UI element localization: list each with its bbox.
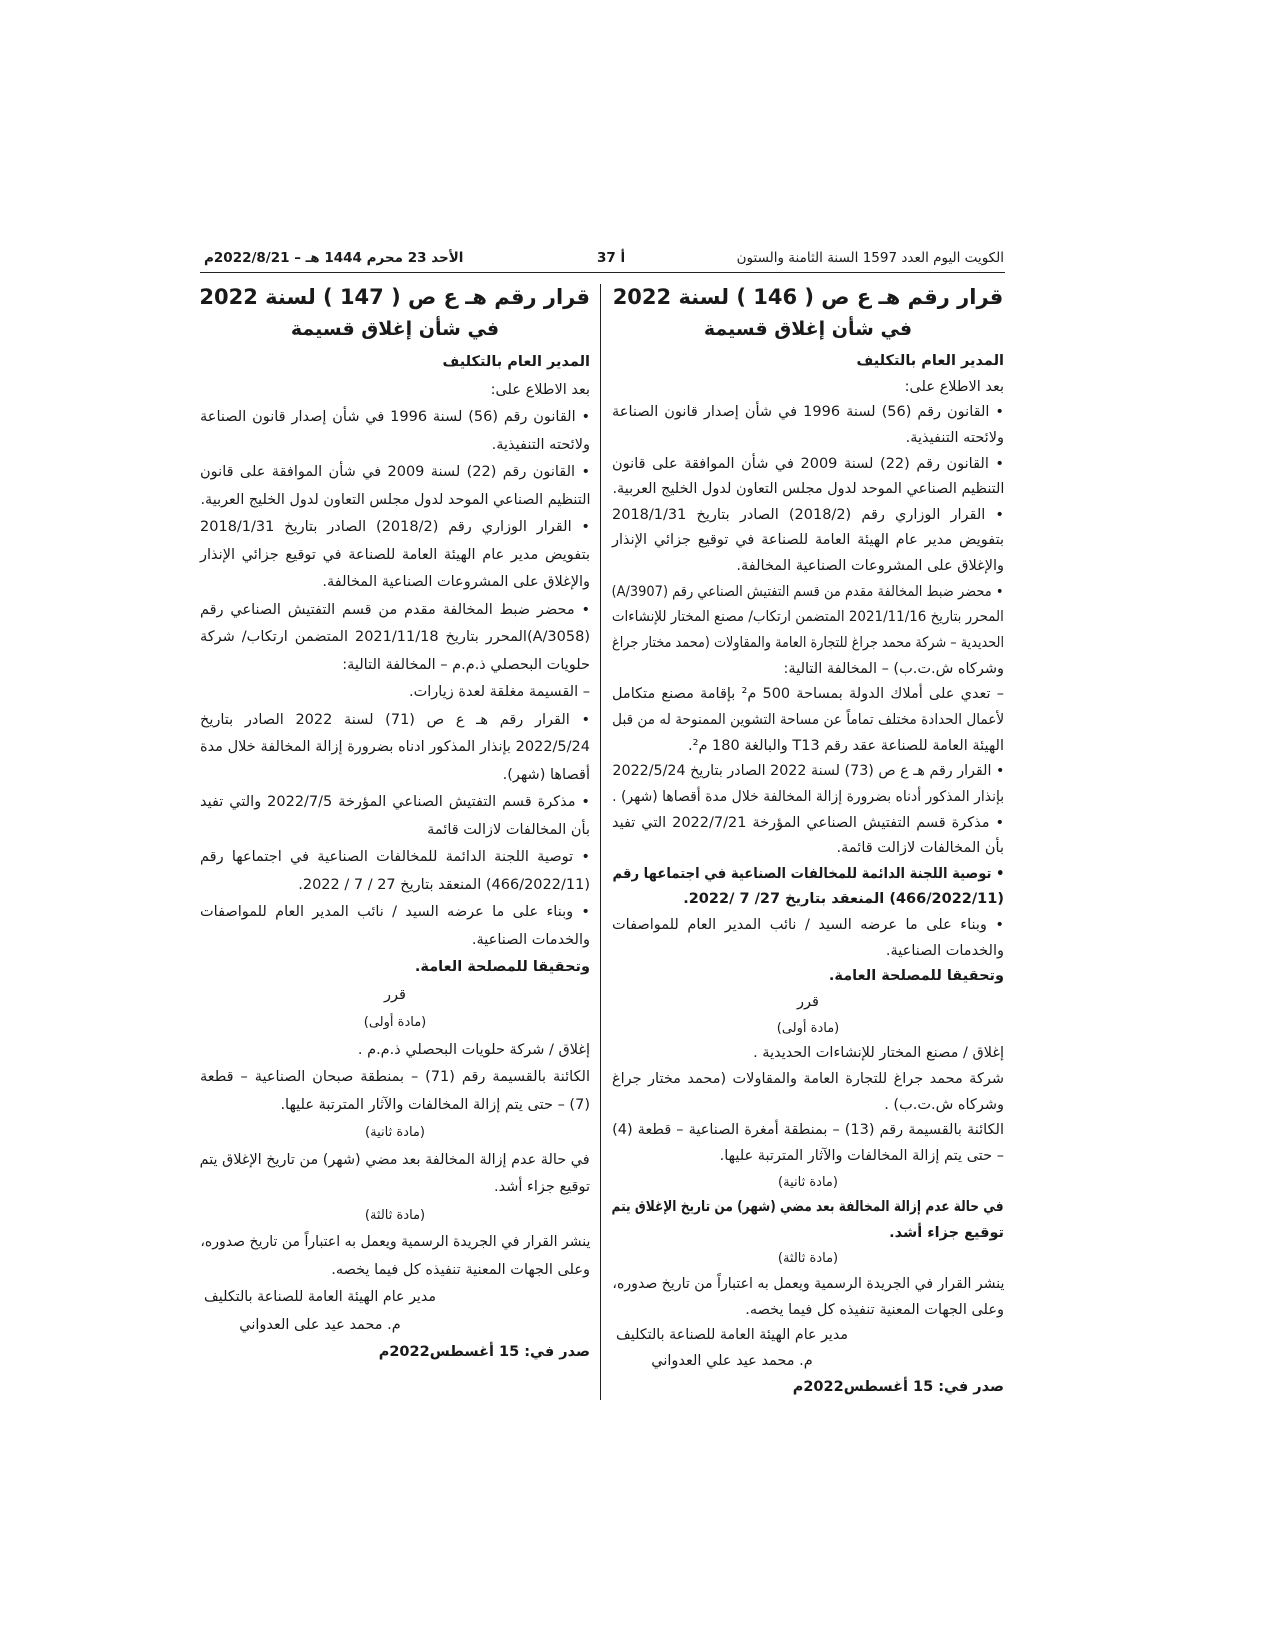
text-line [204, 1312, 436, 1340]
text-line [612, 887, 1004, 913]
text-line [612, 349, 1004, 375]
text-line [200, 927, 590, 955]
bullet-item [612, 862, 1004, 913]
text-line [200, 762, 590, 790]
line-text: بتفويض مدير عام الهيئة العامة للصناعة في توقيع جزائي الإنذار [200, 546, 590, 563]
text-line [200, 844, 590, 872]
text-line [200, 1119, 590, 1147]
line-text: – القسيمة مغلقة لعدة زيارات. [409, 684, 590, 700]
text-line [612, 862, 1004, 888]
line-text: (466/2022/11) المنعقد بتاريخ 27 / 7 / 2022. [298, 876, 590, 893]
line-text: • وبناء على ما عرضه السيد / نائب المدير العام للمواصفات [200, 904, 590, 920]
text-line [612, 605, 1004, 631]
article-text [612, 1067, 1004, 1118]
text-line [612, 939, 1004, 965]
text-line [612, 964, 1004, 990]
bullet-item [200, 789, 590, 844]
text-line [612, 400, 1004, 426]
text-line [612, 1118, 1004, 1144]
text-line [200, 349, 590, 377]
bullet-item [612, 913, 1004, 964]
bullet-item [612, 400, 1004, 451]
line-text: بعد الاطلاع على: [490, 381, 590, 398]
text-line [612, 657, 1004, 683]
text-line [200, 789, 590, 817]
page-number: أ 37 [597, 250, 626, 266]
line-text: التنظيم الصناعي الموحد لدول مجلس التعاون لدول الخليج العربية. [200, 491, 590, 508]
text-line [200, 459, 590, 487]
text-line [200, 432, 590, 460]
text-line [200, 1147, 590, 1175]
text-line [612, 477, 1004, 503]
line-text: وتحقيقا للمصلحة العامة. [414, 959, 590, 975]
line-text: وشركاه ش.ت.ب) – المخالفة التالية: [783, 660, 1004, 677]
article-heading [200, 1009, 590, 1037]
line-text: إغلاق / مصنع المختار للإنشاءات الحديدية . [753, 1045, 1004, 1062]
article-heading [612, 1016, 1004, 1042]
text-line [200, 624, 590, 652]
article-text [612, 1195, 1004, 1246]
line-text: حلويات البحصلي ذ.م.م – المخالفة التالية: [342, 656, 590, 673]
line-text: بإنذار المذكور أدناه بضرورة إزالة المخالفة خلال مدة أقصاها (شهر) . [612, 788, 1004, 805]
gazette-issue-info: الكويت اليوم العدد 1597 السنة الثامنة والستون [736, 250, 1004, 266]
text-line [200, 542, 590, 570]
line-text: وعلى الجهات المعنية تنفيذه كل فيما يخصه. [745, 1301, 1004, 1318]
text-line [612, 785, 1004, 811]
text-line [200, 377, 590, 405]
article-text [612, 1118, 1004, 1169]
line-text: (مادة ثانية) [365, 1125, 425, 1140]
line-text: (7) – حتى يتم إزالة المخالفات والآثار المترتبة عليها. [280, 1096, 590, 1113]
line-text: • محضر ضبط المخالفة مقدم من قسم التفتيش الصناعي رقم (A/3907) [612, 583, 1004, 600]
text-line [200, 487, 590, 515]
bullet-item [200, 404, 590, 459]
decision-title: قرار رقم هـ ع ص ( 147 ) لسنة 2022 [199, 285, 590, 309]
issuer-heading [612, 349, 1004, 375]
bullet-item [200, 514, 590, 597]
line-text: الكائنة بالقسيمة رقم (71) – بمنطقة صبحان الصناعية – قطعة [200, 1069, 590, 1085]
decision-body [612, 349, 1004, 1400]
violation-item [612, 682, 1004, 759]
text-line [612, 1170, 1004, 1196]
line-text: المحرر بتاريخ 2021/11/16 المتضمن ارتكاب/ مصنع المختار للإنشاءات [611, 609, 1004, 626]
line-text: • محضر ضبط المخالفة مقدم من قسم التفتيش الصناعي رقم [199, 601, 590, 618]
line-text: – حتى يتم إزالة المخالفات والآثار المترتبة عليها. [719, 1147, 1004, 1164]
text-line [612, 580, 1004, 606]
line-text: (مادة أولى) [363, 1015, 427, 1030]
line-text: • مذكرة قسم التفتيش الصناعي المؤرخة 2022/7/21 التي تفيد [611, 814, 1004, 831]
line-text: بتفويض مدير عام الهيئة العامة للصناعة في توقيع جزائي الإنذار [612, 532, 1004, 549]
line-text: صدر في: 15 أغسطس2022م [378, 1344, 590, 1360]
text-line [200, 817, 590, 845]
text-line [612, 503, 1004, 529]
line-text: (مادة ثانية) [778, 1174, 838, 1190]
text-line [612, 1195, 1004, 1221]
article-heading [612, 1246, 1004, 1272]
issue-date-line [612, 1375, 1004, 1401]
text-line [612, 811, 1004, 837]
line-text: – تعدي على أملاك الدولة بمساحة 500 م² بإقامة مصنع متكامل [611, 686, 1004, 703]
line-text: • القانون رقم (56) لسنة 1996 في شأن إصدار قانون الصناعة [612, 404, 1004, 421]
text-line [200, 1009, 590, 1037]
line-text: قرر [384, 986, 406, 1003]
line-text: الحديدية – شركة محمد جراغ للتجارة العامة والمقاولات (محمد مختار جراغ [612, 635, 1004, 652]
text-line [616, 1323, 848, 1349]
line-text: مدير عام الهيئة العامة للصناعة بالتكليف [615, 1327, 848, 1344]
article-text [200, 1147, 590, 1202]
text-line [200, 569, 590, 597]
issue-date-line [200, 1339, 590, 1367]
bullet-item [612, 580, 1004, 683]
line-text: وشركاه ش.ت.ب) . [884, 1096, 1004, 1113]
text-line [612, 836, 1004, 862]
text-line [200, 1037, 590, 1065]
decision-subject: في شأن إغلاق قسيمة [290, 318, 500, 340]
line-text: (مادة ثالثة) [777, 1251, 839, 1267]
line-text: 2022/5/24 بإنذار المذكور ادناه بضرورة إزالة المخالفة خلال مدة [199, 739, 590, 755]
line-text: م. محمد عيد علي العدواني [651, 1352, 813, 1369]
header-rule [200, 272, 1005, 273]
decree-word [200, 982, 590, 1010]
article-heading [200, 1119, 590, 1147]
line-text: ولائحته التنفيذية. [491, 436, 590, 453]
line-text: في حالة عدم إزالة المخالفة بعد مضي (شهر) من تاريخ الإغلاق يتم [199, 1151, 590, 1168]
text-line [200, 1202, 590, 1230]
decision-subject: في شأن إغلاق قسيمة [703, 318, 913, 340]
bullet-item [612, 759, 1004, 810]
text-line [612, 631, 1004, 657]
line-text: توقيع جزاء أشد. [494, 1179, 590, 1195]
text-line [200, 404, 590, 432]
text-line [612, 452, 1004, 478]
article-text [612, 1272, 1004, 1323]
line-text: • القرار رقم هـ ع ص (73) لسنة 2022 الصادر بتاريخ 2022/5/24 [612, 763, 1004, 780]
line-text: (مادة أولى) [776, 1020, 840, 1036]
text-line [612, 1272, 1004, 1298]
bullet-item [200, 844, 590, 899]
line-text: وتحقيقا للمصلحة العامة. [828, 968, 1004, 985]
line-text: ولائحته التنفيذية. [905, 429, 1004, 446]
preamble-text [200, 954, 590, 982]
line-text: • القانون رقم (22) لسنة 2009 في شأن الموافقة على قانون [612, 455, 1004, 472]
bullet-item [200, 597, 590, 680]
line-text: م. محمد عيد على العدواني [239, 1316, 401, 1333]
text-line [200, 872, 590, 900]
article-text [200, 1229, 590, 1284]
article-heading [612, 1170, 1004, 1196]
bullet-item [200, 459, 590, 514]
text-line [200, 1174, 590, 1202]
line-text: وعلى الجهات المعنية تنفيذه كل فيما يخصه. [331, 1261, 590, 1278]
text-line [200, 954, 590, 982]
text-line [612, 528, 1004, 554]
article-text [200, 1064, 590, 1119]
text-line [200, 679, 590, 707]
line-text: المدير العام بالتكليف [442, 354, 590, 370]
text-line [612, 759, 1004, 785]
line-text: • القرار الوزاري رقم (2018/2) الصادر بتاريخ 2018/1/31 [612, 506, 1004, 523]
line-text: قرر [797, 994, 819, 1011]
text-line [612, 1067, 1004, 1093]
text-line [200, 514, 590, 542]
article-text [200, 1037, 590, 1065]
line-text: • توصية اللجنة الدائمة للمخالفات الصناعية في اجتماعها رقم [611, 865, 1004, 882]
text-line [612, 734, 1004, 760]
line-text: لأعمال الحدادة مختلف تماماً عن مساحة التشوين الممنوحة له من قبل [611, 711, 1004, 728]
line-text: • القرار رقم هـ ع ص (71) لسنة 2022 الصادر بتاريخ [199, 711, 590, 728]
text-line [200, 1257, 590, 1285]
text-line [200, 707, 590, 735]
text-line [200, 597, 590, 625]
line-text: شركة محمد جراغ للتجارة العامة والمقاولات (محمد مختار جراغ [611, 1070, 1004, 1087]
text-line [200, 899, 590, 927]
line-text: بعد الاطلاع على: [904, 378, 1004, 395]
text-line [204, 1284, 436, 1312]
text-line [612, 1016, 1004, 1042]
article-text [612, 1041, 1004, 1067]
signature-block [616, 1323, 848, 1374]
preamble-text [200, 377, 590, 405]
line-text: في حالة عدم إزالة المخالفة بعد مضي (شهر) من تاريخ الإغلاق يتم [611, 1199, 1004, 1216]
text-line [200, 734, 590, 762]
line-text: بأن المخالفات لازالت قائمة. [836, 840, 1004, 857]
text-line [200, 1229, 590, 1257]
issue-date: الأحد 23 محرم 1444 هـ – 2022/8/21م [204, 250, 464, 266]
line-text: والإغلاق على المشروعات الصناعية المخالفة. [322, 574, 590, 590]
line-text: الهيئة العامة للصناعة عقد رقم T13 والبالغة 180 م². [688, 737, 1004, 754]
line-text: • توصية اللجنة الدائمة للمخالفات الصناعية في اجتماعها رقم [200, 849, 590, 865]
line-text: • القانون رقم (56) لسنة 1996 في شأن إصدار قانون الصناعة [200, 409, 590, 425]
line-text: ينشر القرار في الجريدة الرسمية ويعمل به اعتباراً من تاريخ صدوره، [612, 1276, 1004, 1293]
line-text: مدير عام الهيئة العامة للصناعة بالتكليف [203, 1289, 436, 1305]
line-text: إغلاق / شركة حلويات البحصلي ذ.م.م . [357, 1041, 590, 1058]
text-line [200, 982, 590, 1010]
text-line [200, 1339, 590, 1367]
decision-body [200, 349, 590, 1367]
text-line [612, 426, 1004, 452]
bullet-item [200, 899, 590, 954]
preamble-text [612, 375, 1004, 401]
signature-block [204, 1284, 436, 1339]
text-line [200, 1064, 590, 1092]
text-line [612, 1221, 1004, 1247]
text-line [200, 652, 590, 680]
bullet-item [612, 503, 1004, 580]
issuer-heading [200, 349, 590, 377]
line-text: • القرار الوزاري رقم (2018/2) الصادر بتاريخ 2018/1/31 [200, 519, 590, 535]
text-line [612, 1375, 1004, 1401]
text-line [612, 375, 1004, 401]
text-line [612, 1298, 1004, 1324]
text-line [616, 1349, 848, 1375]
line-text: والإغلاق على المشروعات الصناعية المخالفة. [736, 558, 1004, 575]
bullet-item [612, 811, 1004, 862]
bullet-item [200, 707, 590, 790]
decision-title: قرار رقم هـ ع ص ( 146 ) لسنة 2022 [612, 285, 1004, 309]
line-text: صدر في: 15 أغسطس2022م [792, 1378, 1004, 1395]
text-line [612, 990, 1004, 1016]
line-text: التنظيم الصناعي الموحد لدول مجلس التعاون لدول الخليج العربية. [612, 481, 1004, 498]
text-line [612, 554, 1004, 580]
column-divider [600, 284, 601, 1400]
line-text: • وبناء على ما عرضه السيد / نائب المدير العام للمواصفات [612, 917, 1004, 934]
preamble-text [612, 964, 1004, 990]
text-line [612, 1093, 1004, 1119]
bullet-item [612, 452, 1004, 503]
text-line [612, 682, 1004, 708]
line-text: أقصاها (شهر). [502, 766, 590, 783]
line-text: (A/3058)المحرر بتاريخ 2021/11/18 المتضمن ارتكاب/ شركة [199, 629, 590, 645]
line-text: بأن المخالفات لازالت قائمة [427, 821, 590, 838]
text-line [612, 708, 1004, 734]
line-text: (466/2022/11) المنعقد بتاريخ 27/ 7 /2022. [683, 891, 1004, 908]
line-text: • مذكرة قسم التفتيش الصناعي المؤرخة 2022/7/5 والتي تفيد [199, 794, 590, 810]
line-text: توقيع جزاء أشد. [889, 1224, 1004, 1241]
decision-column-left [200, 281, 590, 1367]
article-heading [200, 1202, 590, 1230]
text-line [612, 1144, 1004, 1170]
decree-word [612, 990, 1004, 1016]
line-text: الكائنة بالقسيمة رقم (13) – بمنطقة أمغرة الصناعية – قطعة (4) [612, 1122, 1004, 1139]
violation-item [200, 679, 590, 707]
line-text: ينشر القرار في الجريدة الرسمية ويعمل به اعتباراً من تاريخ صدوره، [199, 1234, 590, 1250]
line-text: والخدمات الصناعية. [885, 942, 1004, 959]
text-line [612, 913, 1004, 939]
text-line [612, 1246, 1004, 1272]
line-text: والخدمات الصناعية. [471, 931, 590, 948]
text-line [612, 1041, 1004, 1067]
decision-column-right [612, 281, 1004, 1400]
text-line [200, 1092, 590, 1120]
line-text: (مادة ثالثة) [364, 1207, 426, 1223]
line-text: • القانون رقم (22) لسنة 2009 في شأن الموافقة على قانون [200, 464, 590, 480]
line-text: المدير العام بالتكليف [856, 353, 1004, 369]
